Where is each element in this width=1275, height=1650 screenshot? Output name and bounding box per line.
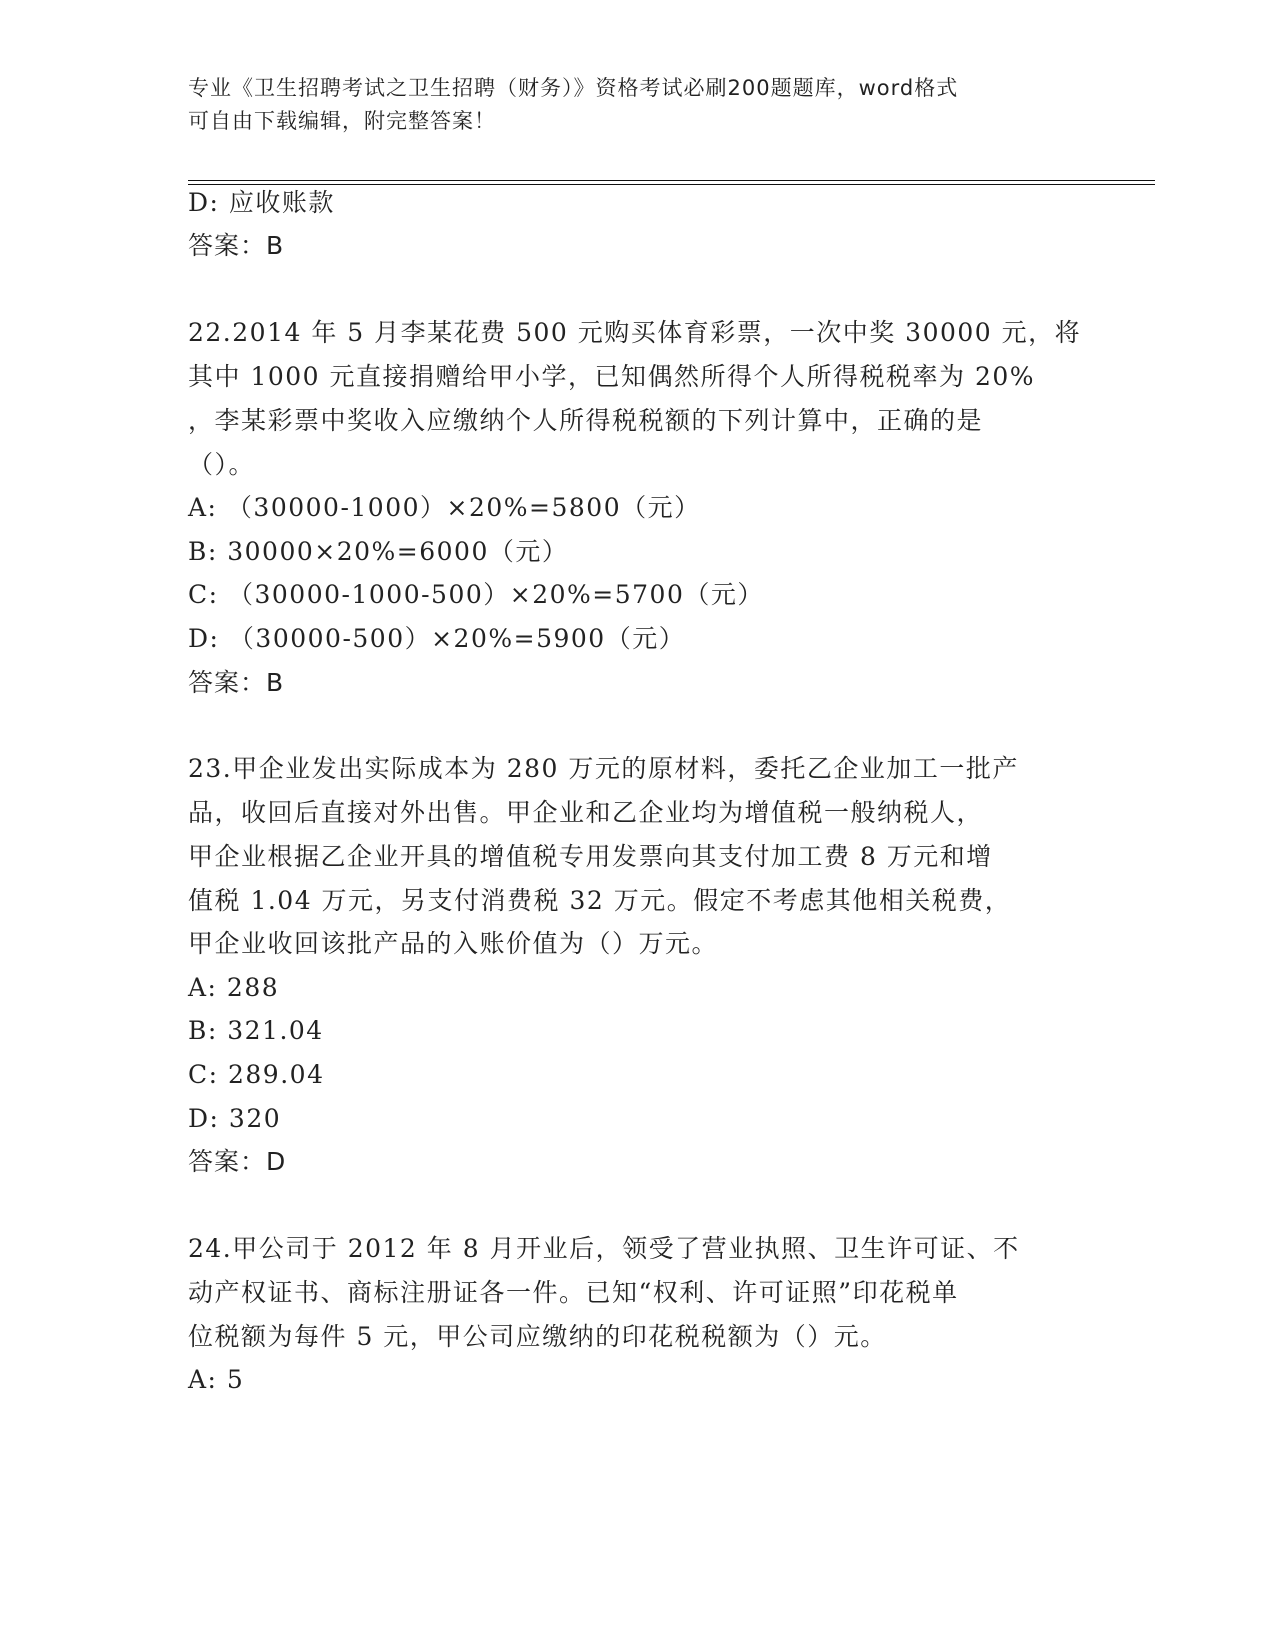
q23-text-line-4: 值税 1.04 万元，另支付消费税 32 万元。假定不考虑其他相关税费， bbox=[188, 886, 1012, 915]
q22-text-line-3: ，李某彩票中奖收入应缴纳个人所得税税额的下列计算中，正确的是 bbox=[188, 406, 984, 435]
q22-option-a: A: （30000-1000）×20%=5800（元） bbox=[188, 493, 701, 522]
q24-text-line-2: 动产权证书、商标注册证各一件。已知“权利、许可证照”印花税单 bbox=[188, 1278, 959, 1307]
q23-option-b: B: 321.04 bbox=[188, 1016, 324, 1045]
q21-answer: 答案：B bbox=[188, 231, 285, 260]
q23-text-line-3: 甲企业根据乙企业开具的增值税专用发票向其支付加工费 8 万元和增 bbox=[188, 842, 993, 871]
q23-text-line-5: 甲企业收回该批产品的入账价值为（）万元。 bbox=[188, 929, 719, 958]
q22-text-line-4: （）。 bbox=[188, 450, 256, 479]
q22-text-line-2: 其中 1000 元直接捐赠给甲小学，已知偶然所得个人所得税税率为 20% bbox=[188, 362, 1036, 391]
q22-option-c: C: （30000-1000-500）×20%=5700（元） bbox=[188, 580, 764, 609]
q22-text-line-1: 22.2014 年 5 月李某花费 500 元购买体育彩票，一次中奖 30000 元，将 bbox=[188, 318, 1082, 347]
header-divider-bottom bbox=[188, 184, 1155, 185]
header-line-1: 专业《卫生招聘考试之卫生招聘（财务）》资格考试必刷200题题库，word格式 bbox=[188, 76, 959, 100]
q23-option-a: A: 288 bbox=[188, 973, 280, 1002]
q22-option-d: D: （30000-500）×20%=5900（元） bbox=[188, 624, 686, 653]
document-header bbox=[188, 72, 1088, 138]
header-divider-top bbox=[188, 180, 1155, 181]
q24-text-line-1: 24.甲公司于 2012 年 8 月开业后，领受了营业执照、卫生许可证、不 bbox=[188, 1234, 1020, 1263]
q23-text-line-1: 23.甲企业发出实际成本为 280 万元的原材料，委托乙企业加工一批产 bbox=[188, 754, 1019, 783]
q22-answer: 答案：B bbox=[188, 668, 285, 697]
q24-text-line-3: 位税额为每件 5 元，甲公司应缴纳的印花税税额为（）元。 bbox=[188, 1322, 887, 1351]
q23-text-line-2: 品，收回后直接对外出售。甲企业和乙企业均为增值税一般纳税人， bbox=[188, 798, 984, 827]
q24-option-a: A: 5 bbox=[188, 1365, 245, 1394]
header-line-2: 可自由下载编辑，附完整答案！ bbox=[188, 109, 496, 133]
q23-option-d: D: 320 bbox=[188, 1104, 282, 1133]
q23-option-c: C: 289.04 bbox=[188, 1060, 325, 1089]
q23-answer: 答案：D bbox=[188, 1147, 287, 1176]
q22-option-b: B: 30000×20%=6000（元） bbox=[188, 537, 569, 566]
q21-option-d: D: 应收账款 bbox=[188, 188, 335, 217]
